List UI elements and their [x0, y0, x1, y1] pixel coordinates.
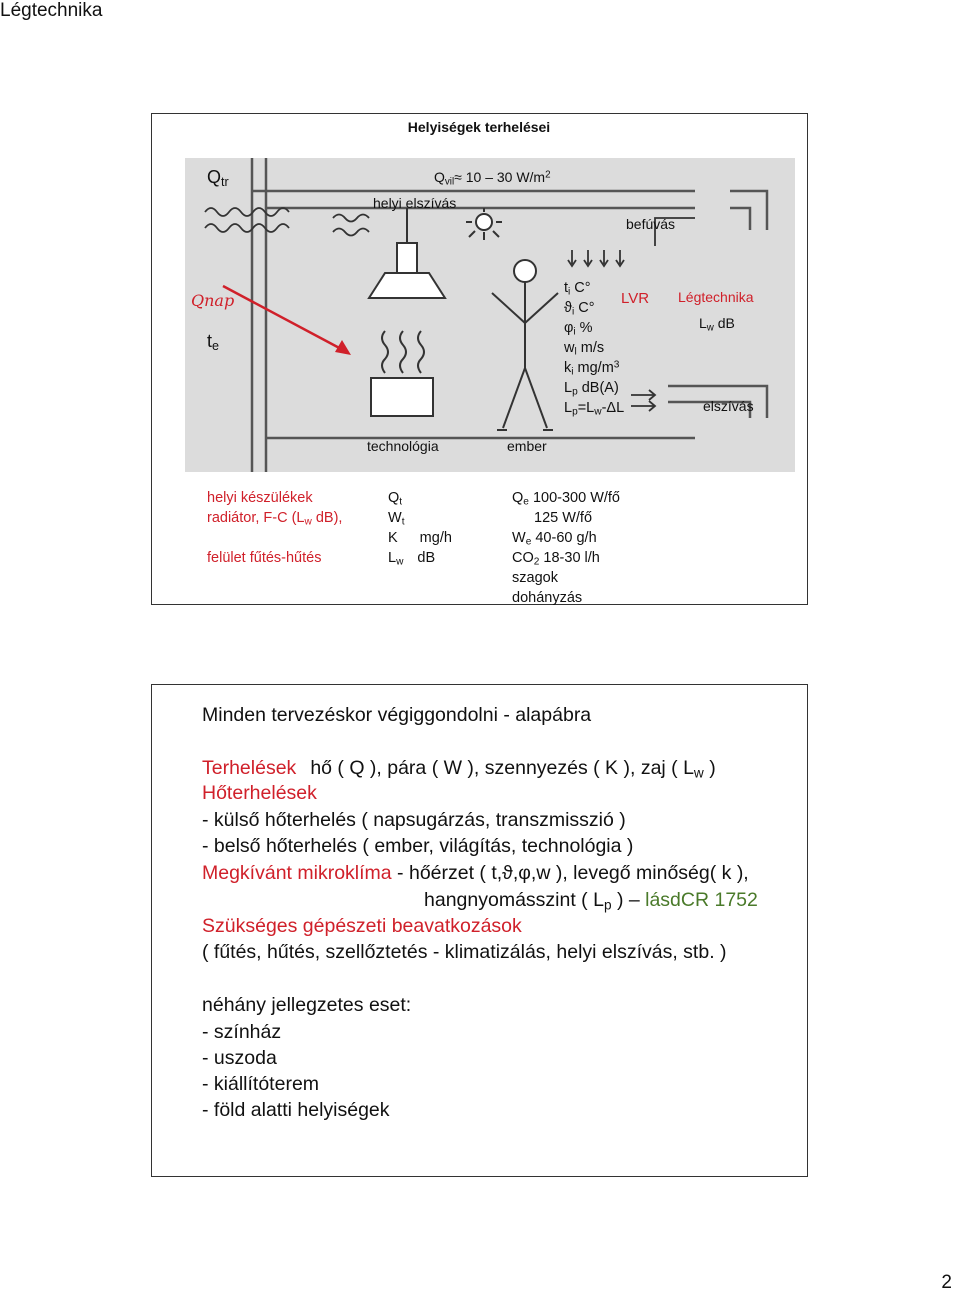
- transmission-waves: [205, 208, 369, 236]
- legend-qe-125: 125 W/fő: [534, 510, 593, 526]
- technology-label: technológia: [367, 438, 439, 454]
- microclimate-heading: Megkívánt mikroklíma: [202, 862, 392, 884]
- q-tr-label: $Q_{tr}$: [207, 167, 229, 190]
- param-phi-i: $\varphi_i$ %: [564, 320, 593, 338]
- legend-surface-heating: felület fűtés-hűtés: [207, 550, 322, 566]
- exhaust-label: elszívás: [703, 398, 754, 414]
- solar-radiation-arrow: [223, 286, 351, 355]
- legend-left-column: [207, 488, 342, 568]
- microclimate-line: Megkívánt mikroklíma - hőérzet ( t,ϑ,φ,w ), levegő minőség( k ),: [202, 862, 749, 884]
- loads-heading: Terhelések: [202, 757, 297, 779]
- t-e-label: $t_e$: [207, 331, 220, 354]
- legend-radiator: radiátor, F-C ($L_w$ dB),: [207, 510, 343, 528]
- supply-air-arrows: [568, 250, 624, 266]
- param-theta-i: $ϑ_i$ C°: [564, 300, 595, 318]
- heat-loads-heading: Hőterhelések: [202, 782, 317, 804]
- external-heat-load: - külső hőterhelés ( napsugárzás, transzmisszió ): [202, 809, 626, 831]
- case-item: - kiállítóterem: [202, 1073, 320, 1095]
- legend-smoking: dohányzás: [512, 590, 583, 606]
- param-lp-formula: $L_p=L_w-\Delta L$: [564, 400, 625, 418]
- legend-wt: $W_t$: [388, 510, 405, 528]
- mechanical-measures-list: ( fűtés, hűtés, szellőztetés - klimatizálás, helyi elszívás, stb. ): [202, 941, 727, 963]
- person-icon: [492, 260, 558, 430]
- lw-db-label: $L_w$ dB: [699, 315, 735, 334]
- typical-cases-heading: néhány jellegzetes eset:: [202, 994, 412, 1016]
- document-header-title: Légtechnika: [0, 0, 103, 21]
- exhaust-air-arrows: [631, 390, 655, 411]
- exhaust-hood-icon: [369, 208, 445, 298]
- legend-right-column: [512, 488, 620, 608]
- room-walls: [252, 158, 767, 472]
- supply-air-label: befúvás: [626, 216, 676, 232]
- legend-lw: $L_w$ dB: [388, 550, 436, 568]
- legend-qt: $Q_t$: [388, 490, 403, 508]
- legend-we: $W_e$ 40-60 g/h: [512, 530, 597, 548]
- lamp-icon: [466, 208, 502, 240]
- loads-line: Terhelések hő ( Q ), pára ( W ), szennyezés ( K ), zaj ( $L_w$ ): [202, 757, 716, 781]
- legend-local-devices: helyi készülékek: [207, 490, 313, 506]
- local-exhaust-label: helyi elszívás: [373, 195, 457, 211]
- q-nap-label: Qnap: [191, 291, 235, 310]
- case-item: - föld alatti helyiségek: [202, 1099, 390, 1121]
- indoor-parameters-list: [564, 278, 624, 418]
- case-item: - színház: [202, 1021, 282, 1043]
- legend-odors: szagok: [512, 570, 558, 586]
- param-wl: $w_l$ m/s: [564, 340, 605, 358]
- slide-room-loads: [151, 113, 808, 605]
- slide-design-considerations: [151, 684, 808, 1177]
- param-lp: $L_p$ dB(A): [564, 380, 619, 398]
- technology-device-icon: [371, 331, 433, 416]
- mechanical-measures-heading: Szükséges gépészeti beavatkozások: [202, 915, 522, 937]
- sound-pressure-line: hangnyomásszint ( $L_p$ ) – lásdCR 1752: [424, 889, 758, 913]
- param-ki: $k_i$ $mg/m^3$: [564, 359, 620, 378]
- person-label: ember: [507, 438, 547, 454]
- page-number: 2: [941, 1272, 952, 1293]
- case-item: - uszoda: [202, 1047, 277, 1069]
- legend-mid-column: [388, 488, 452, 568]
- cr1752-reference: lásdCR 1752: [645, 889, 758, 911]
- legtechnika-label: Légtechnika: [678, 289, 754, 305]
- slide-title: Helyiségek terhelései: [407, 119, 551, 135]
- param-ti: $t_i$ C°: [564, 280, 591, 298]
- legend-co2: $CO_2$ 18-30 l/h: [512, 550, 600, 568]
- internal-heat-load: - belső hőterhelés ( ember, világítás, technológia ): [202, 835, 634, 857]
- legend-k: K mg/h: [388, 530, 452, 546]
- room-loads-diagram: [185, 158, 795, 472]
- slide2-intro: Minden tervezéskor végiggondolni - alapábra: [202, 704, 592, 726]
- legend-qe: $Q_e$ 100-300 W/fő: [512, 490, 620, 508]
- lvr-label: LVR: [621, 290, 650, 307]
- q-vil-label: $Q_{vil}\approx 10 - 30$ $W/m^2$: [434, 169, 551, 188]
